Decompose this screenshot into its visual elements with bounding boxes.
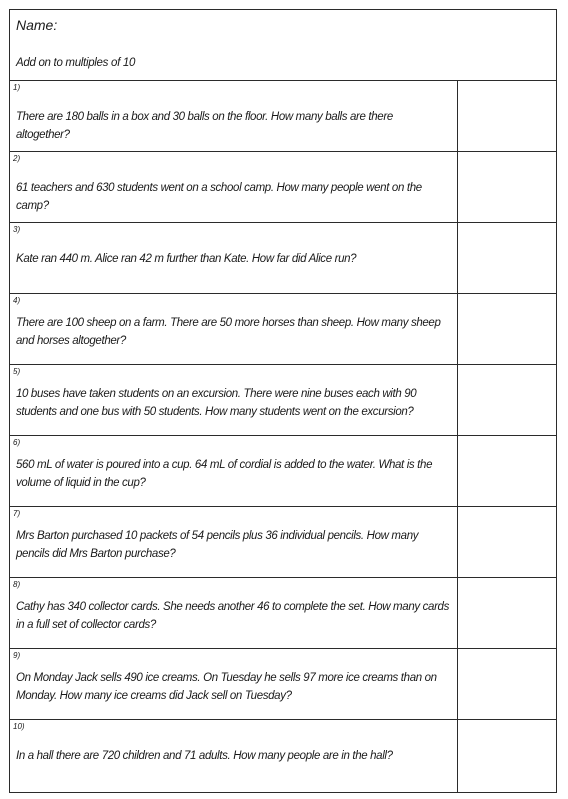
question-row [10,578,556,649]
answer-box[interactable] [458,720,556,792]
question-number: 5) [13,367,21,376]
answer-box[interactable] [458,294,556,364]
question-row [10,436,556,507]
question-number: 4) [13,296,21,305]
worksheet-header [10,10,556,81]
question-cell [10,720,458,792]
answer-box[interactable] [458,649,556,719]
worksheet-instruction: Add on to multiples of 10 [16,57,136,69]
question-row [10,223,556,294]
question-row [10,152,556,223]
question-number: 6) [13,438,21,447]
answer-box[interactable] [458,223,556,293]
question-cell [10,81,458,151]
question-text: There are 180 balls in a box and 30 balls on the floor. How many balls are there altogether? [16,111,393,141]
name-label: Name: [16,17,58,33]
question-number: 1) [13,83,21,92]
question-text: Cathy has 340 collector cards. She needs another 46 to complete the set. How many cards in a full set of collector cards? [16,601,449,631]
question-text: There are 100 sheep on a farm. There are 50 more horses than sheep. How many sheep and horses altogether? [16,317,441,347]
question-cell [10,223,458,293]
question-text: 61 teachers and 630 students went on a school camp. How many people went on the camp? [16,182,422,212]
question-cell [10,436,458,506]
question-text: 10 buses have taken students on an excursion. There were nine buses each with 90 students and one bus with 50 students. How many students went on the excursion? [16,388,417,418]
question-row [10,649,556,720]
question-text: On Monday Jack sells 490 ice creams. On Tuesday he sells 97 more ice creams than on Monday. How many ice creams did Jack sell on Tuesday? [16,672,437,702]
question-number: 8) [13,580,21,589]
answer-box[interactable] [458,578,556,648]
question-row [10,294,556,365]
question-cell [10,578,458,648]
question-number: 10) [13,722,25,731]
question-cell [10,152,458,222]
question-number: 7) [13,509,21,518]
question-cell [10,649,458,719]
question-number: 3) [13,225,21,234]
question-text: Kate ran 440 m. Alice ran 42 m further than Kate. How far did Alice run? [16,253,357,265]
question-text: 560 mL of water is poured into a cup. 64 mL of cordial is added to the water. What is the volume of liquid in the cup? [16,459,433,489]
question-cell [10,507,458,577]
question-row [10,81,556,152]
question-row [10,365,556,436]
answer-box[interactable] [458,81,556,151]
question-row [10,720,556,792]
answer-box[interactable] [458,436,556,506]
question-row [10,507,556,578]
question-cell [10,294,458,364]
question-number: 2) [13,154,21,163]
answer-box[interactable] [458,152,556,222]
question-text: In a hall there are 720 children and 71 adults. How many people are in the hall? [16,750,393,762]
question-cell [10,365,458,435]
question-number: 9) [13,651,21,660]
answer-box[interactable] [458,507,556,577]
question-text: Mrs Barton purchased 10 packets of 54 pencils plus 36 individual pencils. How many pencils did Mrs Barton purchase? [16,530,419,560]
answer-box[interactable] [458,365,556,435]
worksheet [9,9,557,793]
